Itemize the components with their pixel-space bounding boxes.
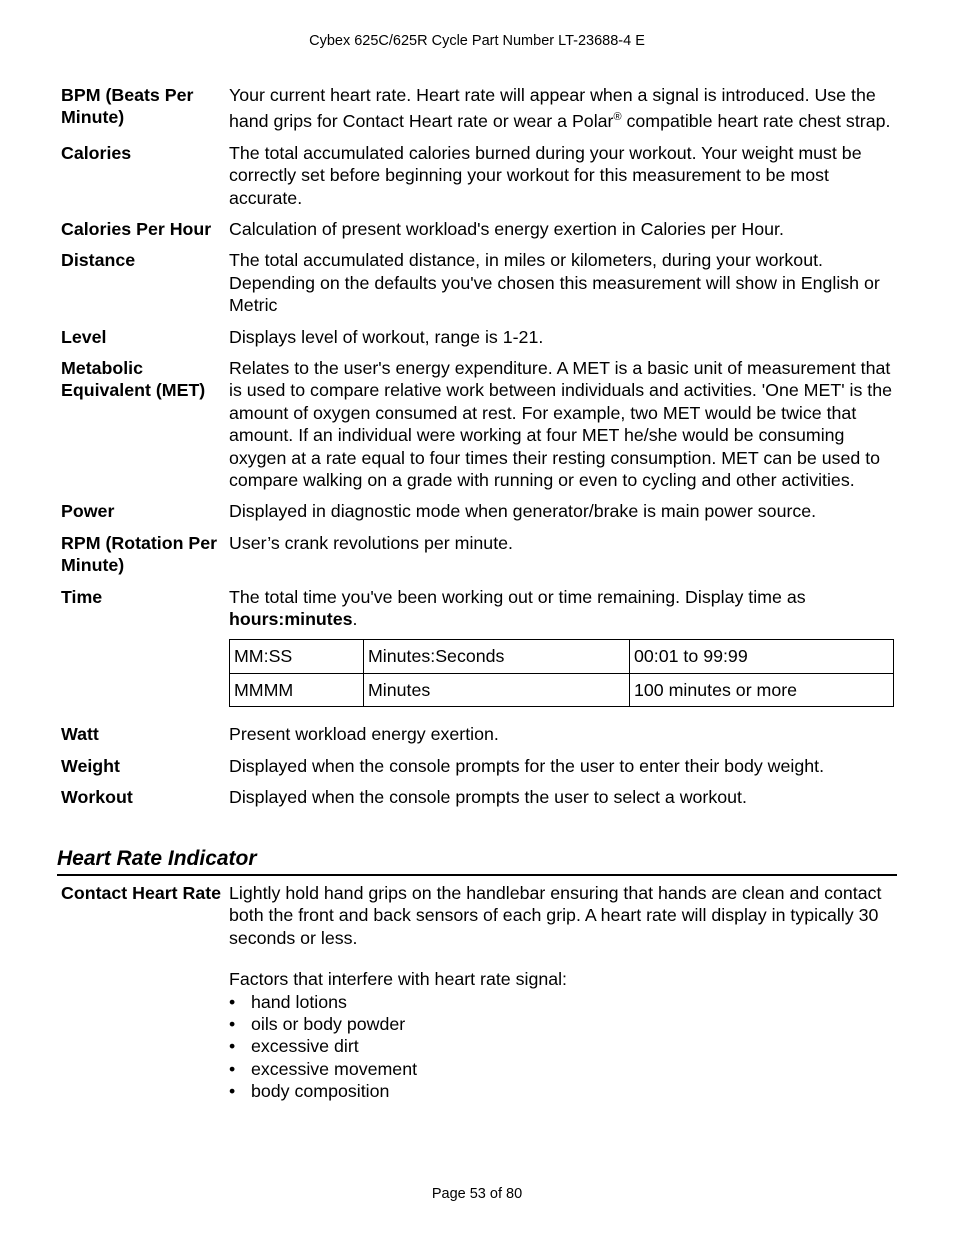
desc-workout: Displayed when the console prompts the user to select a workout. [229, 787, 747, 808]
desc-calories-per-hour: Calculation of present workload's energy exertion in Calories per Hour. [229, 218, 784, 239]
definition-row [61, 500, 901, 522]
desc-distance: The total accumulated distance, in miles or kilometers, during your workout. Depending on the defaults you've chosen this measurement will show in English or Metric [229, 250, 880, 316]
definition-row [61, 218, 901, 240]
factors-list [229, 991, 899, 1103]
bullet-icon: • [229, 1014, 236, 1035]
definition-row [61, 326, 901, 348]
term-calories-per-hour: Calories Per Hour [61, 218, 212, 239]
page-header: Cybex 625C/625R Cycle Part Number LT-23688-4 E [309, 33, 645, 49]
definition-row [61, 84, 901, 133]
contact-heart-rate-text: Lightly hold hand grips on the handlebar ensuring that hands are clean and contact both the front and back sensors of each grip. A heart rate will display in typically 30 seconds or less. [229, 883, 882, 948]
time-format-table [229, 639, 894, 707]
table-cell: Minutes:Seconds [364, 640, 630, 673]
section-heading: Heart Rate Indicator [57, 845, 897, 876]
definition-row [61, 882, 901, 1103]
table-cell: Minutes [364, 673, 630, 706]
desc-time: The total time you've been working out or time remaining. Display time as hours:minutes. MM:SS Minutes:Seconds 00:01 to 99:99 MMMM Minutes 100 minutes or more [229, 586, 899, 715]
desc-weight: Displayed when the console prompts for the user to enter their body weight. [229, 755, 825, 776]
desc-met: Relates to the user's energy expenditure. A MET is a basic unit of measurement that is used to compare relative work between individuals and activities. 'One MET' is the amount of oxygen consumed at rest. For example, two MET would be twice that amount. If an individual were working at four MET he/she would be consuming oxygen at a rate equal to four times their resting consumption. MET can be used to compare walking on a grade with running or even to cycling and other activities. [229, 357, 893, 491]
definition-row [61, 786, 901, 808]
definition-row [61, 723, 901, 745]
definition-row [61, 532, 901, 577]
definition-row [61, 249, 901, 316]
heart-rate-section [61, 882, 901, 1112]
desc-level: Displays level of workout, range is 1-21. [229, 326, 544, 347]
definition-list [61, 84, 901, 817]
term-distance: Distance [61, 250, 136, 271]
page-number: Page 53 of 80 [431, 1186, 523, 1202]
list-item: • excessive movement [229, 1058, 418, 1079]
term-bpm: BPM (Beats Per Minute) [61, 85, 194, 128]
bullet-icon: • [229, 1036, 236, 1057]
table-row [230, 640, 894, 673]
list-item: • excessive dirt [229, 1036, 359, 1057]
term-calories: Calories [61, 142, 132, 163]
term-level: Level [61, 326, 107, 347]
desc-power: Displayed in diagnostic mode when generator/brake is main power source. [229, 501, 817, 522]
definition-row [61, 142, 901, 209]
table-cell: MMMM [230, 673, 364, 706]
term-rpm: RPM (Rotation Per Minute) [61, 532, 218, 576]
table-cell: 100 minutes or more [630, 673, 894, 706]
desc-calories: The total accumulated calories burned during your workout. Your weight must be correctly set before beginning your workout for this measurement to be most accurate. [229, 142, 862, 208]
table-row [230, 673, 894, 706]
list-item: • body composition [229, 1081, 390, 1102]
term-contact-heart-rate: Contact Heart Rate [61, 883, 222, 903]
desc-rpm: User’s crank revolutions per minute. [229, 532, 513, 553]
list-item: • hand lotions [229, 991, 347, 1012]
term-workout: Workout [61, 787, 133, 808]
desc-contact-heart-rate [229, 882, 899, 1103]
term-met: Metabolic Equivalent (MET) [61, 357, 206, 401]
table-cell: MM:SS [230, 640, 364, 673]
bullet-icon: • [229, 991, 236, 1012]
term-weight: Weight [61, 755, 120, 776]
list-item: • oils or body powder [229, 1014, 406, 1035]
factors-intro: Factors that interfere with heart rate signal: [229, 969, 568, 990]
definition-row [61, 357, 901, 491]
definition-row [61, 755, 901, 777]
definition-row [61, 586, 901, 715]
term-watt: Watt [61, 724, 99, 745]
term-time: Time [61, 586, 103, 607]
bullet-icon: • [229, 1058, 236, 1079]
bullet-icon: • [229, 1081, 236, 1102]
desc-watt: Present workload energy exertion. [229, 724, 499, 745]
term-power: Power [61, 501, 115, 522]
table-cell: 00:01 to 99:99 [630, 640, 894, 673]
desc-bpm: Your current heart rate. Heart rate will appear when a signal is introduced. Use the hand grips for Contact Heart rate or wear a Polar® compatible heart rate chest strap. [229, 85, 891, 132]
